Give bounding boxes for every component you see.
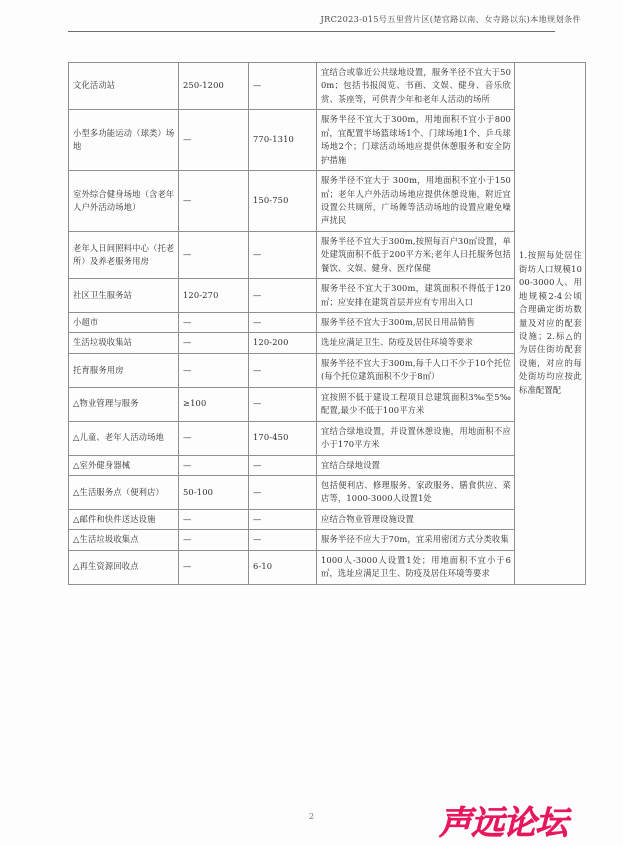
- facility-spec-table: [68, 62, 586, 585]
- forum-watermark: 声远论坛: [439, 802, 567, 842]
- facility-spec-table-wrapper: [68, 62, 582, 585]
- row-land-area: —: [249, 475, 317, 509]
- table-row: [69, 387, 586, 421]
- row-name: 生活垃圾收集站: [69, 333, 179, 353]
- table-row: [69, 475, 586, 509]
- table-row: [69, 63, 586, 110]
- row-building-area: 50-100: [179, 475, 249, 509]
- table-body: [69, 63, 586, 585]
- row-building-area: 120-270: [179, 279, 249, 313]
- page-number: 2: [308, 812, 315, 822]
- row-description: 服务半径不宜大于300m,按照每百户30㎡设置，单处建筑面积不低于200平方米;老年人日托服务包括餐饮、文娱、健身、医疗保健: [317, 231, 515, 278]
- table-row: [69, 455, 586, 475]
- row-building-area: —: [179, 353, 249, 387]
- table-row: [69, 550, 586, 584]
- table-row: [69, 110, 586, 171]
- row-name: 室外综合健身场地（含老年人户外活动场地）: [69, 171, 179, 232]
- row-description: 服务半径不宜大于300m,每千人口不少于10个托位(每个托位建筑面积不少于8㎡）: [317, 353, 515, 387]
- table-row: [69, 353, 586, 387]
- row-name: △生活垃圾收集点: [69, 530, 179, 550]
- row-land-area: —: [249, 63, 317, 110]
- row-land-area: 170-450: [249, 421, 317, 455]
- table-row: [69, 313, 586, 333]
- row-land-area: 6-10: [249, 550, 317, 584]
- row-building-area: —: [179, 333, 249, 353]
- row-land-area: —: [249, 509, 317, 529]
- row-building-area: 250-1200: [179, 63, 249, 110]
- row-land-area: —: [249, 353, 317, 387]
- row-description: 宜结合或靠近公共绿地设置，服务半径不宜大于500m；包括书报阅览、书画、文娱、健身、音乐欣赏、茶座等，可供青少年和老年人活动的场所: [317, 63, 515, 110]
- row-land-area: 120-200: [249, 333, 317, 353]
- table-row: [69, 530, 586, 550]
- table-row: [69, 231, 586, 278]
- row-land-area: 770-1310: [249, 110, 317, 171]
- row-description: 宜按照不低于建设工程项目总建筑面积3‰至5‰配置,最少不低于100平方米: [317, 387, 515, 421]
- row-name: △室外健身器械: [69, 455, 179, 475]
- row-land-area: —: [249, 313, 317, 333]
- row-building-area: —: [179, 550, 249, 584]
- row-description: 宜结合绿地设置: [317, 455, 515, 475]
- header-divider: [68, 31, 555, 32]
- row-name: 老年人日间照料中心（托老所）及养老服务用房: [69, 231, 179, 278]
- table-notes: 1.按照每处居住街坊人口规模1000-3000人、用地规模2-4公顷合理确定街坊数量及对应的配套设施；2.标△的为居住街坊配套设施，对应的每处街坊均应按此标准配置配: [515, 63, 586, 585]
- row-building-area: —: [179, 171, 249, 232]
- row-land-area: —: [249, 231, 317, 278]
- row-building-area: ≥100: [179, 387, 249, 421]
- row-land-area: —: [249, 530, 317, 550]
- row-land-area: 150-750: [249, 171, 317, 232]
- table-row: [69, 171, 586, 232]
- row-name: 文化活动站: [69, 63, 179, 110]
- table-row: [69, 421, 586, 455]
- row-building-area: —: [179, 530, 249, 550]
- row-description: 服务半径不宜大于300m，建筑面积不得低于120㎡；应安排在建筑首层并应有专用出入口: [317, 279, 515, 313]
- row-name: △儿童、老年人活动场地: [69, 421, 179, 455]
- row-description: 应结合物业管理设施设置: [317, 509, 515, 529]
- row-land-area: —: [249, 279, 317, 313]
- row-building-area: —: [179, 509, 249, 529]
- row-name: △物业管理与服务: [69, 387, 179, 421]
- row-name: △生活服务点（便利店）: [69, 475, 179, 509]
- page-header: JRC2023-015号五里营片区(楚官路以南、女寺路以东)本地规划条件: [320, 14, 581, 24]
- row-name: 小型多功能运动（球类）场地: [69, 110, 179, 171]
- row-description: 宜结合绿地设置，并设置休憩设施，用地面积不应小于170平方米: [317, 421, 515, 455]
- row-description: 服务半径不宜大于 300m，用地面积不宜小于150㎡；老年人户外活动场地应提供休憩设施，附近宜设置公共厕所，广场舞等活动场地的设置应避免噪声扰民: [317, 171, 515, 232]
- table-row: [69, 279, 586, 313]
- row-land-area: —: [249, 387, 317, 421]
- row-building-area: —: [179, 455, 249, 475]
- row-description: 1000人-3000人设置1处；用地面积不宜小于6㎡，选址应满足卫生、防疫及居住环境等要求: [317, 550, 515, 584]
- row-building-area: —: [179, 421, 249, 455]
- table-row: [69, 333, 586, 353]
- row-name: △邮件和快件送达设施: [69, 509, 179, 529]
- row-name: 托育服务用房: [69, 353, 179, 387]
- row-name: △再生资源回收点: [69, 550, 179, 584]
- row-name: 小超市: [69, 313, 179, 333]
- row-description: 服务半径不宜大于300m,居民日用品销售: [317, 313, 515, 333]
- row-building-area: —: [179, 231, 249, 278]
- row-description: 服务半径不宜大于300m，用地面积不宜小于800㎡，宜配置半场篮球场1个、门球场地1个、乒乓球场地2个；门球活动场地应提供休憩服务和安全防护措施: [317, 110, 515, 171]
- row-building-area: —: [179, 110, 249, 171]
- row-description: 服务半径不应大于70m，宜采用密闭方式分类收集: [317, 530, 515, 550]
- table-row: [69, 509, 586, 529]
- row-description: 选址应满足卫生、防疫及居住环境等要求: [317, 333, 515, 353]
- row-name: 社区卫生服务站: [69, 279, 179, 313]
- row-building-area: —: [179, 313, 249, 333]
- row-description: 包括便利店、修理服务、家政服务、膳食供应、菜店等，1000-3000人设置1处: [317, 475, 515, 509]
- row-land-area: —: [249, 455, 317, 475]
